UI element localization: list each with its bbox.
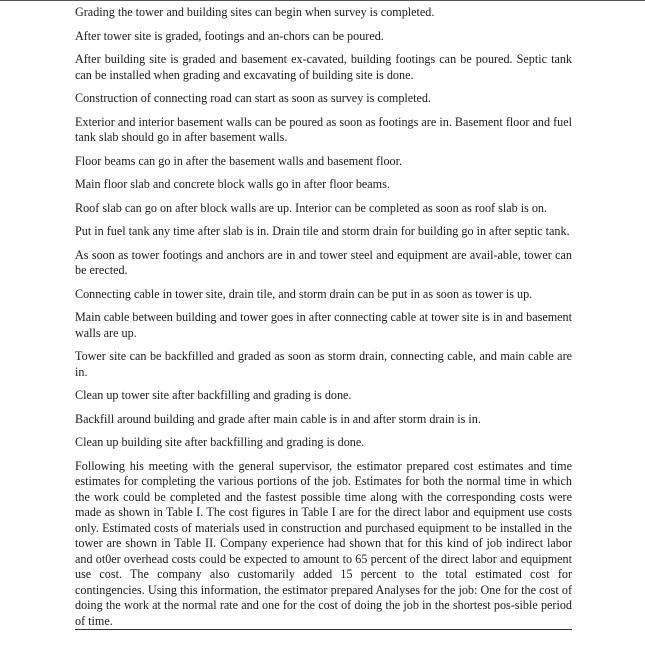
paragraph-grading-sites: Grading the tower and building sites can begin when survey is completed. (75, 5, 435, 19)
paragraph-tower-cleanup: Clean up tower site after backfilling and grading is done. (75, 388, 352, 402)
paragraph-estimator-summary: Following his meeting with the general supervisor, the estimator prepared cost estimates and time estimates for completing the various portions of the job. Estimates for both the normal time in which the work could be completed and the fastest possible time along with the corresponding costs were made as shown in Table I. The cost figures in Table I are for the direct labor and equipment use costs only. Estimated costs of materials used in construction and purchased equipment to be installed in the tower are shown in Table II. Company experience had shown that for this kind of job indirect labor and ot0er overhead costs could be expected to amount to 65 percent of the direct labor and equipment use cost. The company also customarily added 15 percent to the total estimated cost for contingencies. Using this information, the estimator prepared Analyses for the job: One for the cost of doing the work at the normal rate and one for the cost of doing the job in the shortest pos-sible period of time. (75, 459, 572, 631)
paragraph-connecting-cable: Connecting cable in tower site, drain tile, and storm drain can be put in as soon as tower is up. (75, 286, 533, 301)
page-top-border (0, 0, 645, 1)
paragraph-main-floor-slab: Main floor slab and concrete block walls go in after floor beams. (75, 177, 390, 191)
paragraph-roof-slab: Roof slab can go on after block walls are up. Interior can be completed as soon as roof slab is on. (75, 200, 547, 215)
paragraph-basement-walls: Exterior and interior basement walls can be poured as soon as footings are in. Basement floor and fuel tank slab should go in after basement walls. (75, 114, 572, 144)
paragraph-tower-erection: As soon as tower footings and anchors are in and tower steel and equipment are avail-able, tower can be erected. (75, 247, 572, 277)
document-body (75, 5, 572, 630)
paragraph-fuel-tank: Put in fuel tank any time after slab is in. Drain tile and storm drain for building go in after septic tank. (75, 224, 570, 238)
paragraph-connecting-road: Construction of connecting road can start as soon as survey is completed. (75, 91, 432, 105)
paragraph-building-footings: After building site is graded and basement ex-cavated, building footings can be poured. Septic tank can be installed when grading and excavating of building site is done. (75, 52, 572, 82)
paragraph-floor-beams: Floor beams can go in after the basement walls and basement floor. (75, 153, 403, 168)
paragraph-building-cleanup: Clean up building site after backfilling and grading is done. (75, 435, 365, 449)
paragraph-tower-footings: After tower site is graded, footings and an-chors can be poured. (75, 28, 384, 43)
paragraph-building-backfill: Backfill around building and grade after main cable is in and after storm drain is in. (75, 411, 481, 426)
paragraph-main-cable: Main cable between building and tower goes in after connecting cable at tower site is in and basement walls are up. (75, 310, 572, 340)
paragraph-tower-backfill: Tower site can be backfilled and graded as soon as storm drain, connecting cable, and main cable are in. (75, 349, 572, 379)
